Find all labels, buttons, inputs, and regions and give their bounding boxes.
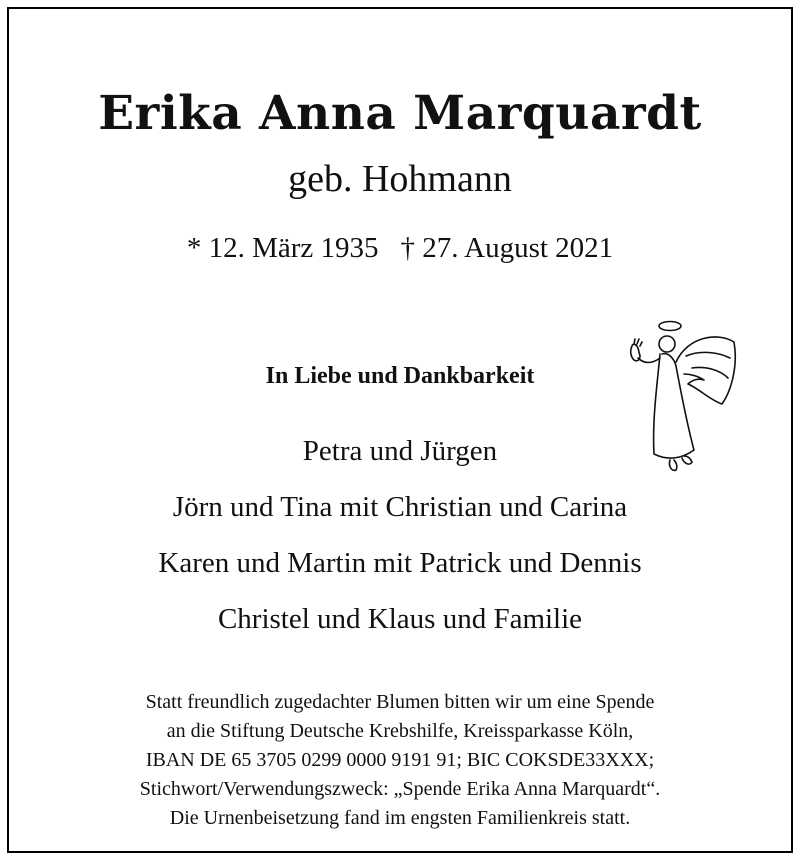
birth-date: * 12. März 1935 [186, 232, 379, 264]
notice-line: Stichwort/Verwendungszweck: „Spende Erika Anna Marquardt“. [139, 778, 661, 800]
donation-notice [0, 688, 800, 833]
deceased-name: Erika Anna Marquardt [98, 86, 702, 141]
death-date: † 27. August 2021 [400, 232, 614, 264]
notice-line: Statt freundlich zugedachter Blumen bitten wir um eine Spende [145, 691, 655, 713]
mourner-line: Karen und Martin mit Patrick und Dennis [158, 547, 642, 579]
notice-line: an die Stiftung Deutsche Krebshilfe, Kreissparkasse Köln, [166, 720, 634, 742]
life-dates [0, 232, 800, 265]
mourner-line: Jörn und Tina mit Christian und Carina [172, 491, 628, 523]
mourners-list [0, 432, 800, 656]
maiden-name: geb. Hohmann [288, 158, 512, 200]
notice-line: IBAN DE 65 3705 0299 0000 9191 91; BIC COKSDE33XXX; [145, 749, 655, 771]
mourner-line: Christel und Klaus und Familie [217, 603, 583, 635]
mourner-line: Petra und Jürgen [302, 435, 498, 467]
dedication-line: In Liebe und Dankbarkeit [265, 363, 535, 389]
notice-line: Die Urnenbeisetzung fand im engsten Familienkreis statt. [169, 807, 631, 829]
